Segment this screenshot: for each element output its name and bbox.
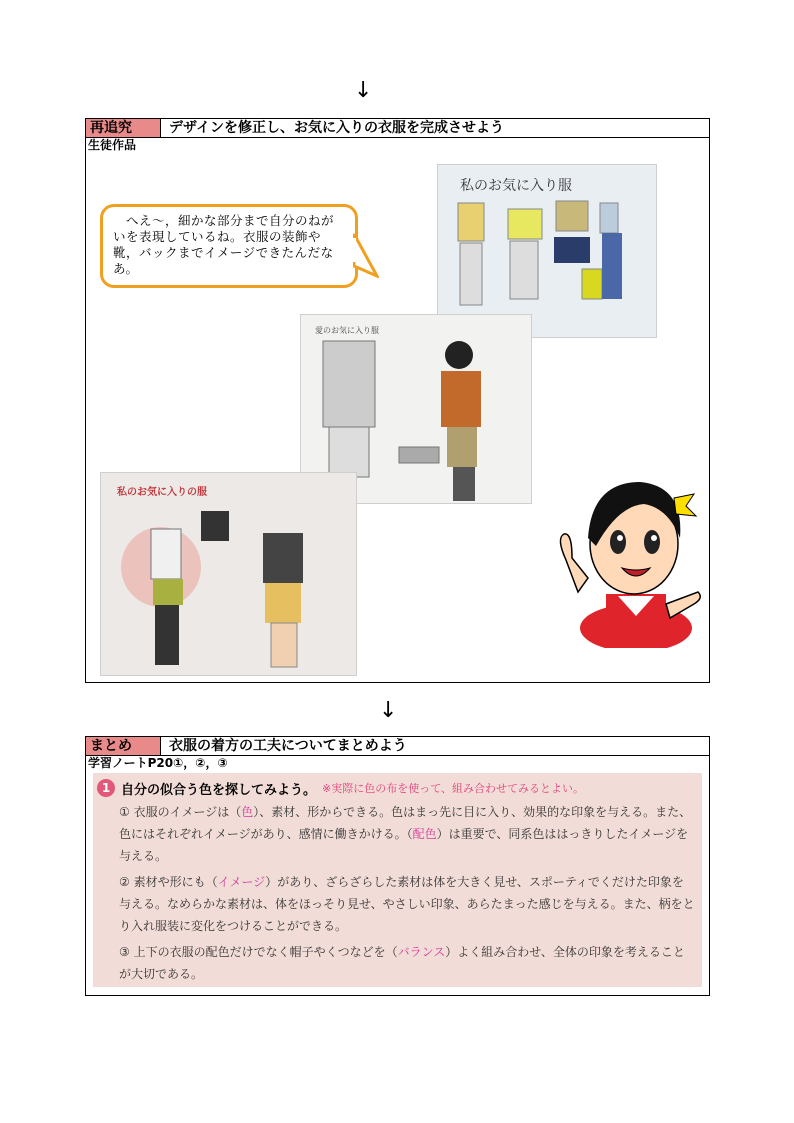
section-heading: デザインを修正し、お気に入りの衣服を完成させよう — [169, 120, 505, 136]
teacher-speech-bubble — [100, 204, 358, 288]
section-summary — [85, 736, 710, 996]
down-arrow-2: ↓ — [379, 698, 398, 723]
item-2-number: ② — [119, 875, 130, 889]
note-title: 自分の似合う色を探してみよう。 — [121, 782, 317, 798]
clothing-drawings-icon — [438, 165, 656, 337]
item-3-text-b: ）よく組み合わせ、全体の印象を考えることが大切である。 — [119, 945, 685, 981]
section-subtitle: 生徒作品 — [88, 138, 137, 152]
down-arrow-1: ↓ — [354, 78, 373, 103]
note-heading — [97, 777, 584, 799]
outfit-drawings-icon — [101, 473, 356, 675]
section-tag: 再追究 — [86, 119, 161, 137]
item-3-number: ③ — [119, 945, 130, 959]
note-item-1 — [119, 801, 695, 867]
note-number-badge: 1 — [97, 779, 115, 797]
photo1-title: 私のお気に入り服 — [460, 178, 572, 194]
section-heading-2: 衣服の着方の工夫についてまとめよう — [169, 738, 407, 754]
item-2-answer-1: イメージ — [217, 875, 266, 889]
note-item-3 — [119, 941, 695, 985]
bubble-text: へえ～，細かな部分まで自分のねがいを表現しているね。衣服の装飾や靴，バックまでイメージできたんだなあ。 — [113, 213, 335, 276]
section-tag-2: まとめ — [86, 737, 161, 755]
item-1-answer-1: 色 — [241, 805, 254, 819]
study-note-scan — [93, 773, 702, 987]
photo2-title: 愛のお気に入り服 — [315, 326, 379, 335]
photo3-title: 私のお気に入りの服 — [117, 487, 207, 498]
note-item-2 — [119, 871, 695, 937]
item-1-text-a: 衣服のイメージは（ — [133, 805, 242, 819]
student-work-photo-1 — [437, 164, 657, 338]
item-3-text-a: 上下の衣服の配色だけでなく帽子やくつなどを（ — [133, 945, 398, 959]
girl-character-icon — [548, 468, 704, 648]
bubble-tail-icon — [353, 232, 379, 278]
item-1-text-c: ）は重要で、同系色ははっきりしたイメージを与える。 — [119, 827, 689, 863]
item-1-number: ① — [119, 805, 130, 819]
item-2-text-b: ）があり、ざらざらした素材は体を大きく見せ、スポーティでくだけた印象を与える。なめらかな素材は、体をほっそり見せ、やさしい印象、あらたまった感じを与える。また、柄をとり入れ服装に変化をつけることができる。 — [119, 875, 695, 933]
section-subtitle-2: 学習ノートP20①，②，③ — [88, 756, 228, 770]
student-work-photo-3 — [100, 472, 357, 676]
section-header-2 — [86, 737, 709, 756]
item-3-answer-1: バランス — [397, 945, 446, 959]
item-1-answer-2: 配色 — [412, 827, 437, 841]
section-header — [86, 119, 709, 138]
note-hint: ※実際に色の布を使って、組み合わせてみるとよい。 — [322, 782, 585, 795]
item-2-text-a: 素材や形にも（ — [133, 875, 218, 889]
item-1-text-b: ）、素材、形からできる。色はまっ先に目に入り、効果的な印象を与える。また、色にはそれぞれイメージがあり、感情に働きかける。（ — [119, 805, 692, 841]
